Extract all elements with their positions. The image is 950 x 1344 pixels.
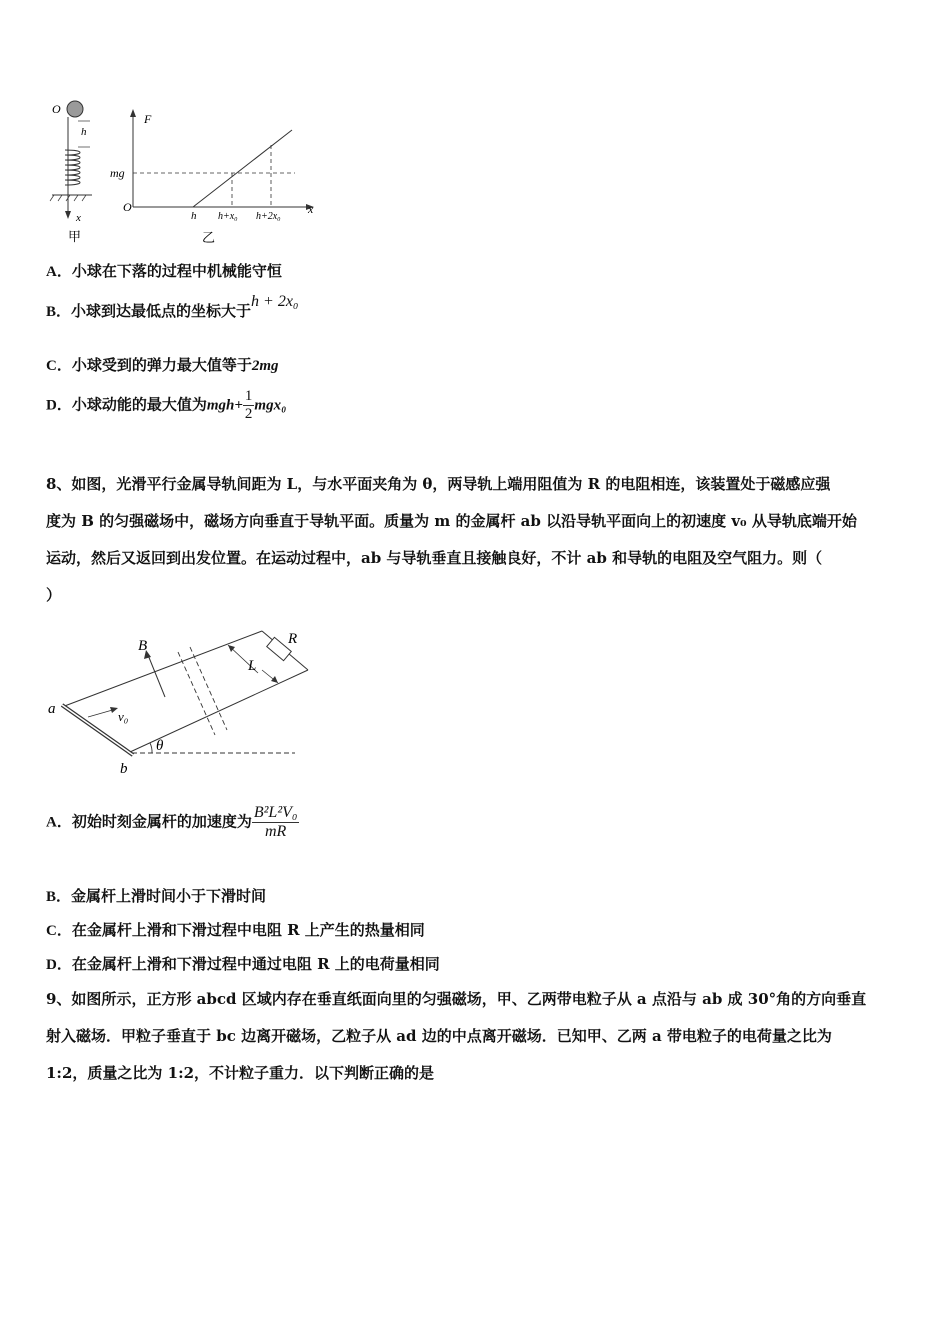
label-O-left: O [52, 102, 61, 116]
q8-stem-line-1: 8、如图，光滑平行金属导轨间距为 L，与水平面夹角为 θ，两导轨上端用阻值为 R 的电阻相连，该装置处于磁感应强 [46, 475, 831, 493]
q8-stem-line-2: 度为 B 的匀强磁场中，磁场方向垂直于导轨平面。质量为 m 的金属杆 ab 以沿导轨平面向上的初速度 v₀ 从导轨底端开始 [46, 512, 857, 530]
force-displacement-graph [110, 109, 314, 245]
q9-stem-line-2: 射入磁场．甲粒子垂直于 bc 边离开磁场，乙粒子从 ad 边的中点离开磁场．已知甲、乙两 a 带电粒子的电荷量之比为 [46, 1027, 832, 1045]
label-L: L [248, 658, 257, 674]
q8-option-d: D．在金属杆上滑和下滑过程中通过电阻 R 上的电荷量相同 [46, 955, 440, 973]
q7-option-d: D．小球动能的最大值为mgh+ $\frac{1}{2}$ mgx₀ [46, 388, 287, 422]
spring-force-figure [40, 95, 330, 250]
ball [67, 101, 83, 117]
fraction-acceleration: $\frac{\text{B²L²V₀}}{mR}$ [253, 804, 298, 840]
label-h-left: h [81, 126, 87, 138]
label-x-left: x [76, 212, 81, 224]
label-F: F [144, 112, 152, 126]
force-line [193, 130, 292, 207]
math-h-plus-2x0: h + 2x₀ [251, 293, 299, 310]
label-B: B [138, 638, 148, 654]
q8-option-a: A．初始时刻金属杆的加速度为 $\frac{\text{B²L²V₀}}{mR}$ [46, 804, 298, 840]
tick-h: h [191, 210, 197, 222]
q7-option-a: A．小球在下落的过程中机械能守恒 [46, 262, 282, 280]
label-v0: v₀ [118, 709, 129, 724]
label-R: R [288, 631, 298, 647]
q8-stem-line-4: ） [46, 586, 62, 604]
q9-stem-line-1: 9、如图所示，正方形 abcd 区域内存在垂直纸面向里的匀强磁场，甲、乙两带电粒子从 a 点沿与 ab 成 30°角的方向垂直 [46, 990, 867, 1008]
caption-yi: 乙 [202, 230, 216, 245]
label-theta: θ [156, 738, 164, 754]
q8-option-c: C．在金属杆上滑和下滑过程中电阻 R 上产生的热量相同 [46, 921, 425, 939]
q8-stem-line-3: 运动，然后又返回到出发位置。在运动过程中，ab 与导轨垂直且接触良好，不计 ab 和导轨的电阻及空气阻力。则（ [46, 549, 823, 567]
fraction-one-half: $\frac{1}{2}$ [244, 388, 253, 422]
label-O-right: O [123, 200, 132, 214]
q7-option-c: C．小球受到的弹力最大值等于2mg [46, 356, 279, 374]
tick-h-2x0: h+2x₀ [256, 211, 281, 222]
q8-option-b: B．金属杆上滑时间小于下滑时间 [46, 887, 267, 905]
label-b: b [120, 761, 128, 777]
label-a: a [48, 701, 56, 717]
spring-ball-diagram [50, 101, 92, 244]
label-mg: mg [110, 166, 125, 180]
tick-h-x0: h+x₀ [218, 211, 238, 222]
label-x-right: x [308, 202, 314, 216]
caption-jia: 甲 [68, 229, 82, 244]
q7-option-b: B．小球到达最低点的坐标大于h + 2x₀ [46, 293, 299, 320]
q9-stem-line-3: 1:2，质量之比为 1:2，不计粒子重力．以下判断正确的是 [46, 1064, 435, 1082]
inclined-rails-figure [40, 625, 330, 780]
